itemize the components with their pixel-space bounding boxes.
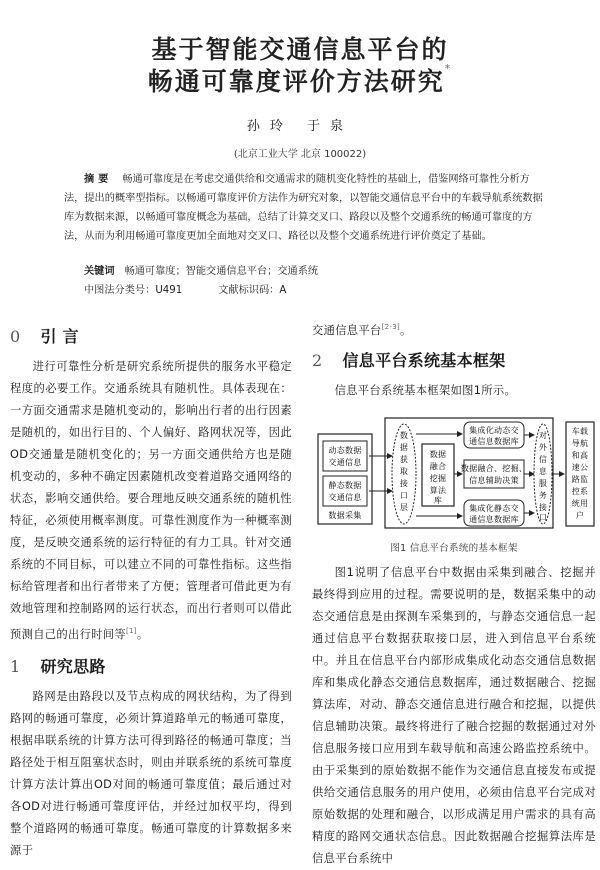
collection-label: 数据采集 <box>328 510 362 520</box>
abstract-text: 畅通可靠度是在考虑交通供给和交通需求的随机变化特性的基础上，借鉴网络可靠性分析方法，提出的概率型指标。以畅通可靠度评价方法作为研究对象，以智能交通信息平台中的车载导航系统数据库为数据来源，以畅通可靠度概念为基础，总结了计算交叉口、路段以及整个交通系统的畅通可靠度的方法，从而为利用畅通可靠度更加全面地对交叉口、路径以及整个交通系统进行评价奠定了基础。 <box>64 174 543 242</box>
svg-text:接: 接 <box>538 502 548 512</box>
static-db-label-1: 集成化静态交 <box>469 503 519 513</box>
section-0-paragraph <box>10 356 292 646</box>
svg-text:数: 数 <box>399 430 409 440</box>
static-data-label-2: 交通信息 <box>328 492 362 502</box>
svg-text:车载: 车载 <box>571 426 589 436</box>
classification <box>84 281 286 296</box>
svg-text:服: 服 <box>538 478 548 488</box>
doc-code-value: A <box>279 285 287 296</box>
affiliation: (北京工业大学 北京 100022) <box>233 149 367 160</box>
svg-text:接: 接 <box>399 478 409 488</box>
doc-code-label: 文献标识码： <box>218 285 280 296</box>
section-2-heading <box>312 350 596 372</box>
section-number: 2 <box>312 350 323 370</box>
svg-text:取: 取 <box>399 466 409 476</box>
keywords <box>84 262 318 277</box>
abstract <box>64 170 550 246</box>
dynamic-data-label-2: 交通信息 <box>328 457 362 467</box>
svg-text:据: 据 <box>399 442 409 452</box>
dynamic-db-label-2: 通信息数据库 <box>469 436 519 446</box>
svg-text:速公: 速公 <box>571 462 589 472</box>
svg-text:导航: 导航 <box>571 438 589 448</box>
paper-title-line2 <box>0 62 600 98</box>
clc-label: 中图法分类号： <box>84 285 156 296</box>
title-footnote-mark: * <box>444 62 453 75</box>
svg-text:口: 口 <box>399 490 409 500</box>
section-2-intro: 信息平台系统基本框架如图1所示。 <box>334 383 517 397</box>
section-title: 研究思路 <box>40 656 106 676</box>
section-0-heading <box>10 326 292 348</box>
citation: [2-3] <box>381 323 400 331</box>
keywords-label: 关键词 <box>84 266 115 277</box>
keywords-text: 畅通可靠度；智能交通信息平台；交通系统 <box>124 266 319 277</box>
svg-text:控系: 控系 <box>571 486 589 496</box>
section-number: 1 <box>10 656 21 676</box>
punct: 。 <box>400 323 412 337</box>
static-db-label-2: 通信息数据库 <box>469 514 519 524</box>
section-number: 0 <box>10 327 21 346</box>
svg-text:路监: 路监 <box>571 474 589 484</box>
svg-text:信: 信 <box>538 454 548 464</box>
right-column <box>312 316 596 870</box>
svg-text:和高: 和高 <box>571 450 589 460</box>
svg-text:外: 外 <box>538 442 548 452</box>
svg-text:层: 层 <box>399 502 409 512</box>
svg-text:务: 务 <box>538 490 548 500</box>
framework-diagram <box>312 408 596 534</box>
decision-label-1: 数据融合、挖掘、 <box>460 463 528 473</box>
svg-text:融合: 融合 <box>429 461 447 471</box>
clc-value: U491 <box>155 285 183 296</box>
abstract-label: 摘要 <box>84 174 113 185</box>
paragraph-text: 进行可靠性分析是研究系统所提供的服务水平稳定程度的必要工作。交通系统具有随机性。具体表现在：一方面交通需求是随机变动的，影响出行者的出行因素是随机的，如出行目的、个人偏好、路网状况等，因此OD交通量是随机变化的；另一方面交通供给方也是随机变动的，多种不确定因素随机改变着道路交通网络的状态，影响交通供给。要合理地反映交通系统的随机性特征，必须使用概率测度。可靠性测度作为一种概率测度，是反映交通系统的运行特征的有力工具。针对交通系统的不同目标，可以建立不同的可靠性指标。这些指标给管理者和出行者带来了方便；管理者可借此更为有效地管理和控制路网的运行状态，而出行者则可以借此预测自己的出行时间等 <box>10 360 292 641</box>
figure-1-diagram <box>312 408 596 534</box>
paragraph-text: 交通信息平台 <box>312 323 382 337</box>
svg-text:库: 库 <box>433 495 443 505</box>
punct: 。 <box>136 627 149 641</box>
section-2-paragraph: 图1说明了信息平台中数据由采集到融合、挖掘并最终得到应用的过程。需要说明的是，数据采集中的动态交通信息是由探测车采集到的，与静态交通信息一起通过信息平台数据获取接口层，进入到信息平台系统中。并且在信息平台内部形成集成化动态交通信息数据库和集成化静态交通信息数据库，通过数据融合、挖掘算法库，对动、静态交通信息进行融合和挖掘，以提供信息辅助决策。最终将进行了融合挖掘的数据通过对外信息服务接口应用到车载导航和高速公路监控系统中。由于采集到的原始数据不能作为交通信息直接发布或提供给交通信息服务的用户使用，必须由信息平台完成对原始数据的处理和融合，以形成满足用户需求的具有高精度的路网交通状态信息。因此数据融合挖掘算法库是信息平台系统中 <box>312 565 596 865</box>
title-line2-text: 畅通可靠度评价方法研究 <box>147 67 445 96</box>
decision-label-2: 信息辅助决策 <box>469 475 519 485</box>
citation: [1] <box>125 627 137 635</box>
svg-text:对: 对 <box>538 430 548 440</box>
svg-text:获: 获 <box>399 454 409 464</box>
abstract-paragraph <box>64 170 550 246</box>
section-1-heading <box>10 656 292 678</box>
svg-text:息: 息 <box>538 466 548 476</box>
figure-1-caption: 图1 信息平台系统的基本框架 <box>390 542 518 554</box>
svg-text:算法: 算法 <box>429 485 447 495</box>
acquire-label <box>400 430 408 512</box>
section-1-paragraph: 路网是由路段以及节点构成的网状结构，为了得到路网的畅通可靠度，必须计算道路单元的畅通可靠度，根据串联系统的计算方法可得到路径的畅通可靠度；当路径处于相互阻塞状态时，则由并联系统的系统可靠度计算方法计算出OD对间的畅通可靠度值；最后通过对各OD对进行畅通可靠度评估，并经过加权平均，得到整个道路网的畅通可靠度。畅通可靠度的计算数据多来源于 <box>10 689 292 857</box>
paper-title-line1: 基于智能交通信息平台的 <box>151 35 449 64</box>
dynamic-db-label-1: 集成化动态交 <box>469 425 519 435</box>
static-data-label-1: 静态数据 <box>328 480 362 490</box>
section-title: 信息平台系统基本框架 <box>342 350 506 370</box>
svg-text:挖掘: 挖掘 <box>429 473 447 483</box>
svg-text:户: 户 <box>575 510 585 520</box>
authors: 孙玲 于泉 <box>246 119 354 134</box>
svg-text:数据: 数据 <box>429 449 447 459</box>
svg-text:统用: 统用 <box>571 498 589 508</box>
dynamic-data-label-1: 动态数据 <box>328 445 362 455</box>
left-column <box>10 320 292 862</box>
svg-text:口: 口 <box>538 512 548 522</box>
section-1-continuation <box>312 316 596 342</box>
section-title: 引 言 <box>40 327 79 346</box>
